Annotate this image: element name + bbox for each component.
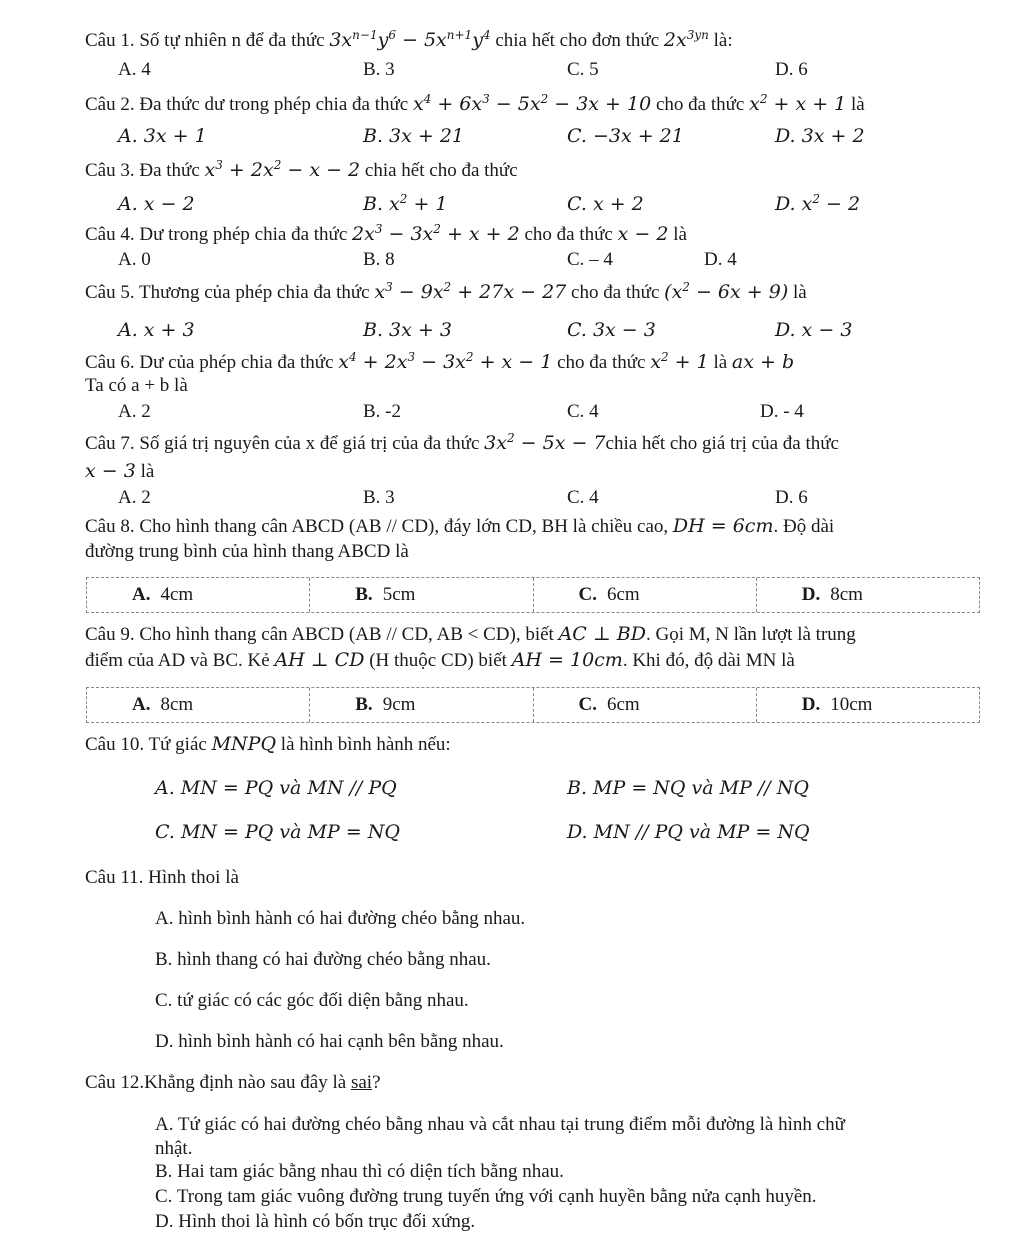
- question-1: [85, 28, 733, 53]
- answer-cell-b: [310, 578, 533, 612]
- question-9: [85, 622, 856, 647]
- question-text: là:: [713, 30, 733, 51]
- option-b: B. 3: [363, 487, 395, 508]
- question-label: Câu 5.: [85, 282, 135, 303]
- option-d: D. 4: [704, 249, 737, 270]
- math-expression: $(x^2 - 6x + 9)$: [664, 280, 789, 303]
- math-expression: ax + b: [731, 351, 795, 373]
- option-key: B.: [355, 694, 373, 715]
- option-value: 6cm: [606, 584, 640, 605]
- option-a: A. x + 3: [118, 319, 195, 341]
- option-b: B. 3x + 21: [363, 125, 465, 147]
- option-d: D. x − 3: [775, 319, 853, 341]
- option-d: D. 3x + 2: [775, 125, 865, 147]
- question-label: Câu 4.: [85, 224, 135, 245]
- option-c: C. 4: [567, 401, 599, 422]
- question-11: [85, 866, 239, 890]
- question-text: chia hết cho đơn thức: [495, 30, 660, 51]
- question-label: Câu 12.: [85, 1072, 145, 1093]
- option-b: B. 3: [363, 59, 395, 80]
- option-value: 5cm: [382, 584, 416, 605]
- question-text: Đa thức: [139, 160, 200, 181]
- option-value: 4cm: [160, 584, 194, 605]
- option-b: B. $x^2 + 1$: [363, 192, 448, 215]
- question-4: [85, 222, 687, 247]
- answer-cell-b: [310, 688, 533, 722]
- question-text: là: [713, 352, 728, 373]
- option-key: D.: [801, 694, 821, 715]
- question-text: Cho hình thang cân ABCD (AB // CD), đáy lớn CD, BH là chiều cao,: [139, 516, 669, 537]
- answer-table: [86, 687, 980, 723]
- math-expression: $x^3 + 2x^2 - x - 2$: [204, 158, 361, 181]
- question-label: Câu 7.: [85, 433, 135, 454]
- option-c: C. tứ giác có các góc đối diện bằng nhau.: [155, 990, 469, 1011]
- option-b: B. MP = NQ và MP // NQ: [567, 777, 809, 799]
- option-a-continued: nhật.: [155, 1138, 193, 1159]
- math-expression: $3x^2 - 5x - 7$: [484, 431, 606, 454]
- question-text: Đa thức dư trong phép chia đa thức: [139, 94, 409, 115]
- option-d: D. hình bình hành có hai cạnh bên bằng nhau.: [155, 1031, 504, 1052]
- option-c: C. – 4: [567, 249, 613, 270]
- question-text: là: [140, 461, 155, 482]
- math-expression: $x^4 + 6x^3 - 5x^2 - 3x + 10$: [412, 92, 652, 115]
- option-d: D. 6: [775, 59, 808, 80]
- question-text: là hình bình hành nếu:: [280, 734, 451, 755]
- question-text: là: [793, 282, 807, 303]
- underlined-word: sai: [350, 1072, 373, 1093]
- question-6-line-2: Ta có a + b là: [85, 375, 188, 396]
- option-b: B. 3x + 3: [363, 319, 452, 341]
- math-expression: AC ⊥ BD: [558, 623, 646, 645]
- question-text: Dư trong phép chia đa thức: [139, 224, 348, 245]
- option-key: D.: [801, 584, 821, 605]
- question-text: cho đa thức: [557, 352, 646, 373]
- question-text: Số giá trị nguyên của x để giá trị của đa thức: [139, 433, 480, 454]
- math-expression: $x^3 - 9x^2 + 27x - 27$: [374, 280, 567, 303]
- option-d: D. MN // PQ và MP = NQ: [567, 821, 810, 843]
- math-expression: MNPQ: [211, 733, 277, 755]
- option-a: A. 3x + 1: [118, 125, 207, 147]
- option-a: A. 2: [118, 487, 151, 508]
- option-c: C. 5: [567, 59, 599, 80]
- question-8-line-2: đường trung bình của hình thang ABCD là: [85, 541, 409, 562]
- option-value: 8cm: [830, 584, 863, 605]
- math-expression: DH = 6cm: [672, 515, 774, 537]
- option-key: A.: [132, 584, 151, 605]
- question-text: chia hết cho giá trị của đa thức: [605, 433, 839, 454]
- answer-cell-a: [87, 688, 310, 722]
- question-text: ?: [372, 1072, 381, 1093]
- question-9-line-2: [85, 648, 795, 673]
- math-expression: $x^2 + 1$: [650, 350, 709, 373]
- question-label: Câu 1.: [85, 30, 135, 51]
- question-text: . Gọi M, N lần lượt là trung: [645, 624, 856, 645]
- question-text: Thương của phép chia đa thức: [139, 282, 370, 303]
- option-a: A. 0: [118, 249, 151, 270]
- math-expression: $2x^{3yn}$: [663, 28, 709, 51]
- math-expression: $2x^3 - 3x^2 + x + 2$: [352, 222, 520, 245]
- question-10: [85, 732, 451, 757]
- option-d: D. 6: [775, 487, 808, 508]
- option-a: A. Tứ giác có hai đường chéo bằng nhau và cắt nhau tại trung điểm mỗi đường là hình chữ: [155, 1114, 845, 1135]
- option-c: C. x + 2: [567, 193, 644, 215]
- question-label: Câu 3.: [85, 160, 135, 181]
- answer-cell-c: [534, 688, 757, 722]
- question-5: [85, 280, 807, 305]
- question-7: [85, 431, 839, 456]
- question-text: chia hết cho đa thức: [364, 160, 518, 181]
- question-label: Câu 11.: [85, 867, 144, 888]
- option-value: 6cm: [606, 694, 640, 715]
- answer-cell-d: [757, 688, 979, 722]
- question-8: [85, 514, 834, 539]
- option-value: 10cm: [830, 694, 873, 715]
- answer-cell-c: [534, 578, 757, 612]
- option-key: A.: [132, 694, 151, 715]
- option-a: A. MN = PQ và MN // PQ: [155, 777, 397, 799]
- question-text: Số tự nhiên n để đa thức: [139, 30, 325, 51]
- question-text: cho đa thức: [524, 224, 613, 245]
- question-2: [85, 92, 865, 117]
- option-c: C. Trong tam giác vuông đường trung tuyến ứng với cạnh huyền bằng nửa cạnh huyền.: [155, 1186, 817, 1207]
- question-text: . Độ dài: [773, 516, 835, 537]
- option-b: B. Hai tam giác bằng nhau thì có diện tích bằng nhau.: [155, 1161, 564, 1182]
- option-b: B. hình thang có hai đường chéo bằng nhau.: [155, 949, 491, 970]
- question-6: [85, 350, 794, 375]
- math-expression: x − 3: [85, 460, 136, 482]
- question-label: Câu 6.: [85, 352, 135, 373]
- question-12: [85, 1071, 381, 1095]
- question-7-line-2: [85, 459, 154, 484]
- answer-cell-a: [87, 578, 310, 612]
- math-expression: $3x^{n-1}y^6 - 5x^{n+1}y^4$: [329, 28, 491, 51]
- question-text: Khẳng định nào sau đây là: [144, 1072, 347, 1093]
- option-c: C. MN = PQ và MP = NQ: [155, 821, 400, 843]
- question-text: (H thuộc CD) biết: [369, 650, 507, 671]
- question-text: Dư của phép chia đa thức: [139, 352, 334, 373]
- option-key: B.: [355, 584, 373, 605]
- question-label: Câu 8.: [85, 516, 135, 537]
- option-c: C. −3x + 21: [567, 125, 684, 147]
- option-value: 9cm: [382, 694, 416, 715]
- math-expression: $x^4 + 2x^3 - 3x^2 + x - 1$: [338, 350, 553, 373]
- math-expression: $x^2 + x + 1$: [749, 92, 847, 115]
- math-expression: AH ⊥ CD: [274, 649, 365, 671]
- option-value: 8cm: [160, 694, 194, 715]
- option-a: A. 2: [118, 401, 151, 422]
- question-text: Hình thoi là: [148, 867, 239, 888]
- option-a: A. hình bình hành có hai đường chéo bằng nhau.: [155, 908, 526, 929]
- question-text: là: [673, 224, 687, 245]
- option-b: B. -2: [363, 401, 401, 422]
- question-label: Câu 10.: [85, 734, 145, 755]
- option-key: C.: [578, 694, 597, 715]
- question-text: cho đa thức: [655, 94, 745, 115]
- answer-table: [86, 577, 980, 613]
- option-d: D. $x^2 - 2$: [775, 192, 861, 215]
- option-b: B. 8: [363, 249, 395, 270]
- math-expression: x − 2: [617, 223, 669, 245]
- question-3: [85, 158, 518, 183]
- question-text: Tứ giác: [148, 734, 207, 755]
- question-label: Câu 2.: [85, 94, 135, 115]
- option-c: C. 4: [567, 487, 599, 508]
- option-c: C. 3x − 3: [567, 319, 656, 341]
- answer-cell-d: [757, 578, 979, 612]
- option-d: D. Hình thoi là hình có bốn trục đối xứng.: [155, 1211, 476, 1232]
- question-text: Cho hình thang cân ABCD (AB // CD, AB < CD), biết: [139, 624, 554, 645]
- question-text: là: [851, 94, 865, 115]
- question-text: điểm của AD và BC. Kẻ: [85, 650, 270, 671]
- question-text: cho đa thức: [571, 282, 660, 303]
- question-label: Câu 9.: [85, 624, 135, 645]
- math-expression: AH = 10cm: [511, 649, 623, 671]
- option-a: A. x − 2: [118, 193, 195, 215]
- option-a: A. 4: [118, 59, 151, 80]
- question-text: . Khi đó, độ dài MN là: [622, 650, 795, 671]
- option-d: D. - 4: [760, 401, 804, 422]
- option-key: C.: [578, 584, 597, 605]
